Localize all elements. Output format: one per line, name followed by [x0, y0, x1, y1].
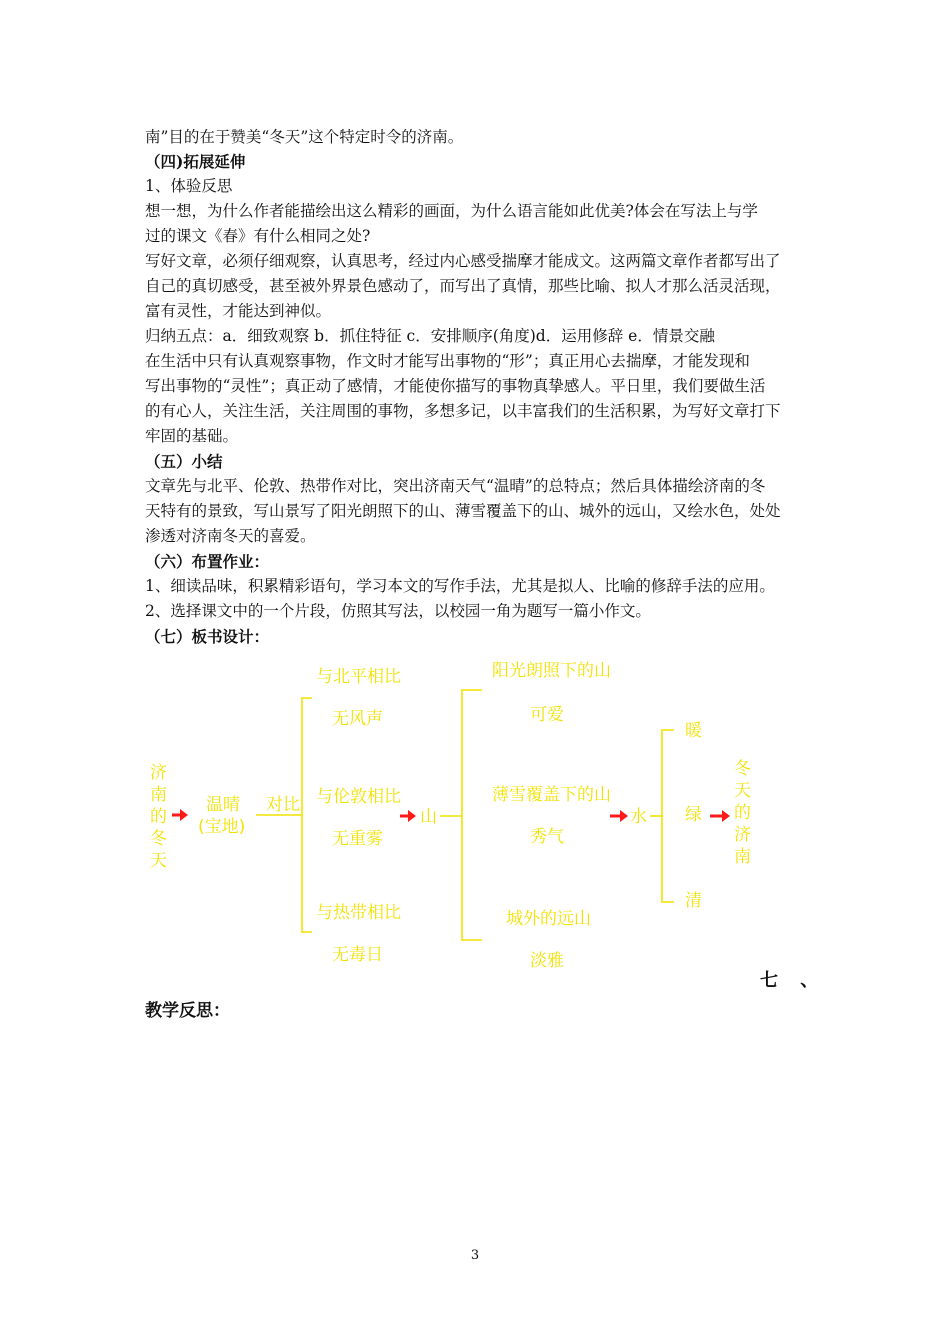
- end-col-char: 济: [734, 825, 751, 845]
- wenqing-label: 温晴: [206, 795, 240, 815]
- comparison-bracket: [302, 698, 312, 932]
- end-col-char: 南: [734, 847, 751, 867]
- text-line: 富有灵性，才能达到神似。: [145, 302, 332, 320]
- duibi-label: 对比: [266, 795, 300, 815]
- text-line: 文章先与北平、伦敦、热带作对比，突出济南天气“温晴”的总特点；然后具体描绘济南的冬: [145, 477, 766, 495]
- arrow-3-head: [620, 810, 628, 822]
- start-col-char: 天: [150, 851, 167, 871]
- arrow-2-head: [408, 810, 416, 822]
- mountain-1-title: 阳光朗照下的山: [492, 661, 611, 681]
- compare-1-note: 无风声: [332, 709, 383, 729]
- text-line: 2、选择课文中的一个片段，仿照其写法，以校园一角为题写一篇小作文。: [145, 602, 651, 620]
- compare-3-note: 无毒日: [332, 945, 383, 965]
- end-label-column: [734, 759, 751, 867]
- compare-2-note: 无重雾: [332, 829, 383, 849]
- water-trait-2: 绿: [685, 805, 702, 825]
- text-line: 牢固的基础。: [145, 427, 239, 445]
- compare-3-title: 与热带相比: [316, 903, 401, 923]
- shan-label: 山: [420, 807, 437, 827]
- page-number: 3: [470, 1248, 480, 1263]
- water-bracket: [662, 730, 674, 902]
- text-line: 写好文章，必须仔细观察，认真思考，经过内心感受揣摩才能成文。这两篇文章作者都写出了: [145, 252, 781, 270]
- text-line: 1、体验反思: [145, 177, 233, 195]
- mountain-2-title: 薄雪覆盖下的山: [492, 785, 611, 805]
- mountain-3-note: 淡雅: [530, 951, 564, 971]
- text-line: 的有心人，关注生活，关注周围的事物，多想多记，以丰富我们的生活积累，为写好文章打下: [145, 402, 781, 420]
- blackboard-design-diagram: [140, 650, 820, 980]
- start-col-char: 的: [150, 807, 167, 827]
- arrow-4-head: [722, 810, 730, 822]
- text-line: （七）板书设计：: [145, 627, 270, 646]
- start-label-column: [150, 763, 167, 871]
- text-line: （四)拓展延伸: [145, 152, 246, 171]
- mountain-bracket: [462, 690, 482, 940]
- text-line: （五）小结: [145, 452, 223, 471]
- text-line: 南”目的在于赞美“冬天”这个特定时令的济南。: [145, 128, 464, 146]
- start-col-char: 南: [150, 785, 167, 805]
- start-col-char: 济: [150, 763, 167, 783]
- shui-label: 水: [630, 807, 647, 827]
- text-line: 归纳五点：a．细致观察 b．抓住特征 c．安排顺序(角度)d．运用修辞 e．情景交融: [145, 327, 715, 345]
- end-col-char: 的: [734, 803, 751, 823]
- text-line: 写出事物的“灵性”；真正动了感情，才能使你描写的事物真挚感人。平日里，我们要做生活: [145, 377, 766, 395]
- compare-1-title: 与北平相比: [316, 667, 401, 687]
- arrow-1-head: [180, 809, 188, 821]
- text-line: 过的课文《春》有什么相同之处?: [145, 227, 371, 245]
- end-col-char: 冬: [734, 759, 751, 779]
- text-line: （六）布置作业：: [145, 552, 270, 571]
- text-line: 天特有的景致，写山景写了阳光朗照下的山、薄雪覆盖下的山、城外的远山，又绘水色，处处: [145, 502, 781, 520]
- text-line: 渗透对济南冬天的喜爱。: [145, 527, 316, 545]
- mountain-3-title: 城外的远山: [506, 909, 591, 929]
- text-line: 自己的真切感受，甚至被外界景色感动了，而写出了真情，那些比喻、拟人才那么活灵活现，: [145, 277, 781, 295]
- mountain-1-note: 可爱: [530, 705, 564, 725]
- mountain-2-note: 秀气: [530, 827, 564, 847]
- compare-2-title: 与伦敦相比: [316, 787, 401, 807]
- start-col-char: 冬: [150, 829, 167, 849]
- water-trait-3: 清: [685, 891, 702, 911]
- text-line: 1、细读品味，积累精彩语句，学习本文的写作手法，尤其是拟人、比喻的修辞手法的应用。: [145, 577, 775, 595]
- section-seven-marker: 七 、: [760, 970, 827, 991]
- text-line: 在生活中只有认真观察事物，作文时才能写出事物的“形”；真正用心去揣摩，才能发现和: [145, 352, 750, 370]
- reflection-title: 教学反思：: [145, 1001, 230, 1021]
- end-col-char: 天: [734, 781, 751, 801]
- text-line: 想一想，为什么作者能描绘出这么精彩的画面，为什么语言能如此优美?体会在写法上与学: [145, 202, 758, 220]
- baodi-label: (宝地): [198, 817, 246, 837]
- water-trait-1: 暖: [685, 721, 702, 741]
